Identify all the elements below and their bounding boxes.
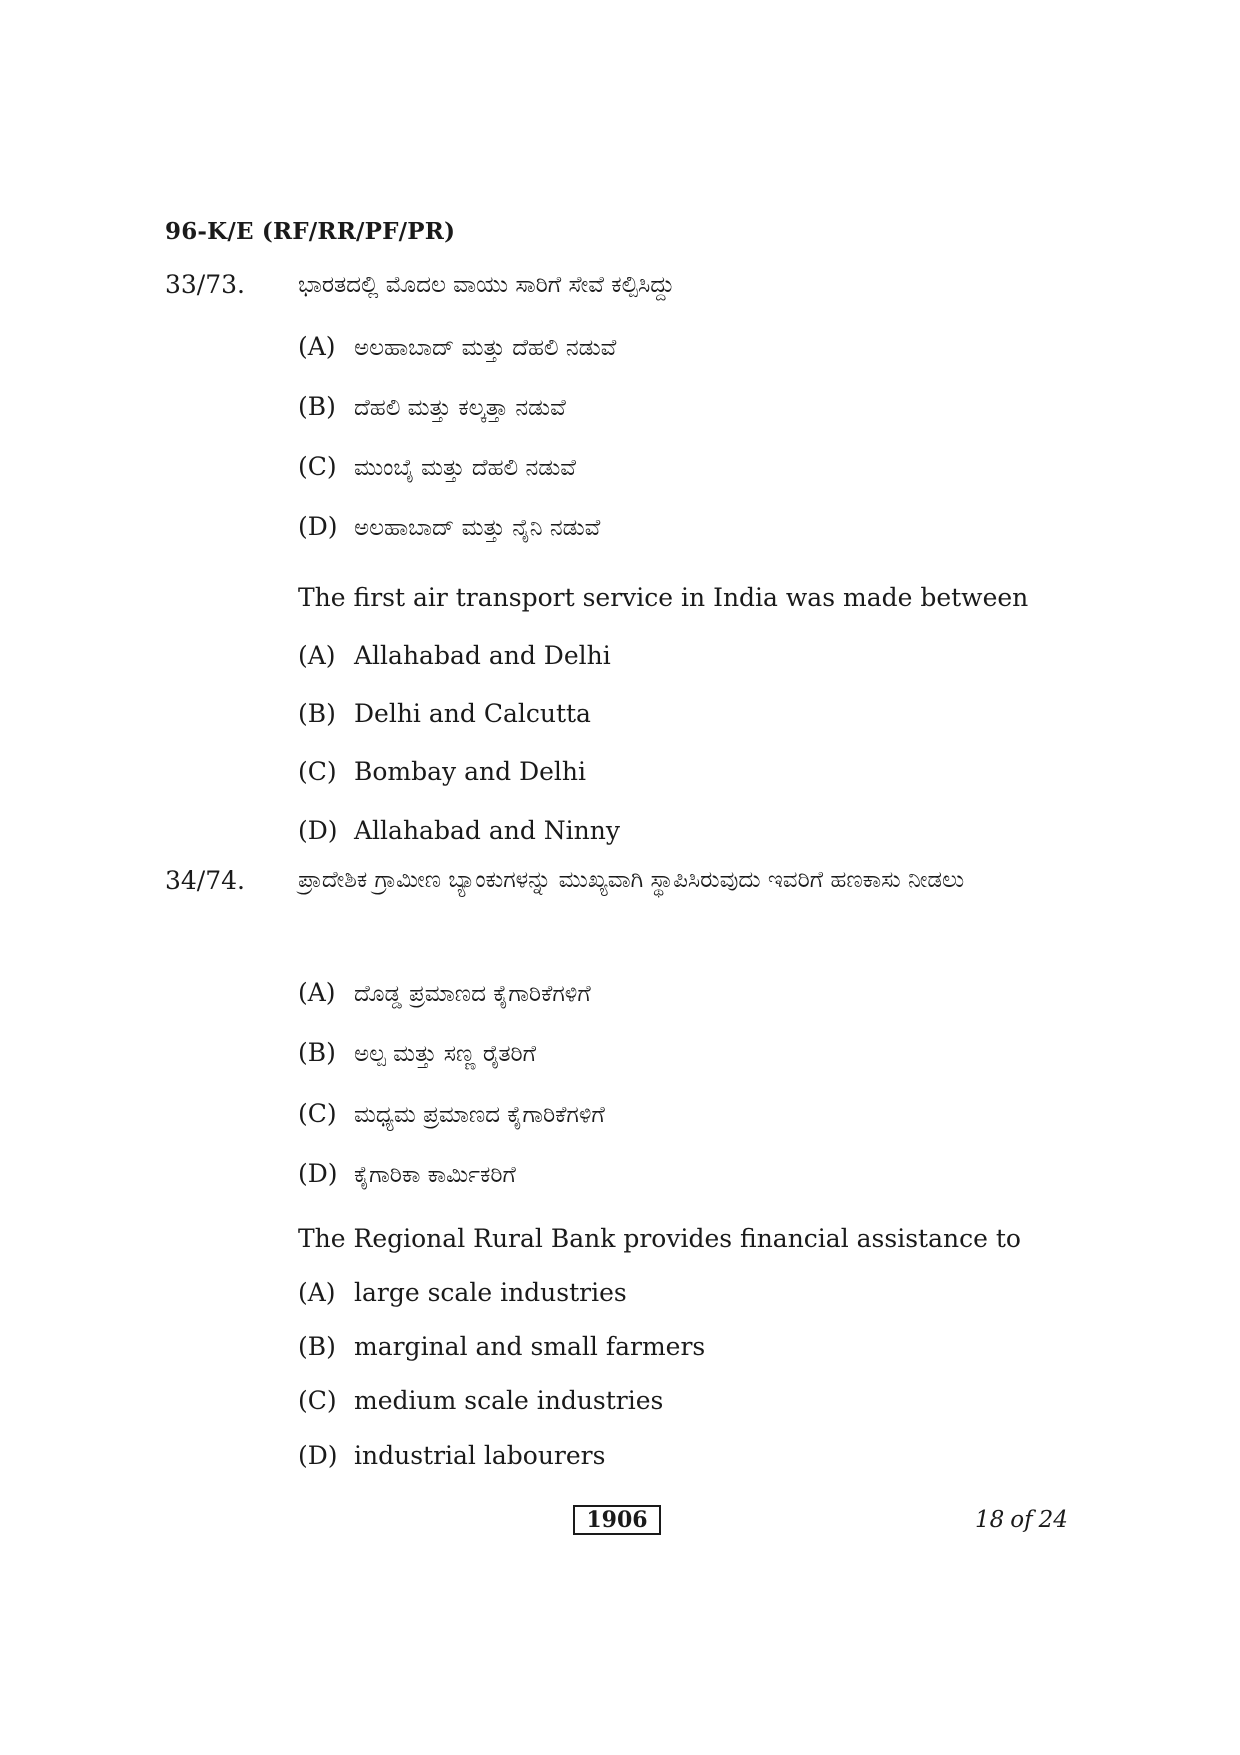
option-label: (C) [298,1386,337,1415]
option-english-a [298,641,611,670]
option-text: ಕೈಗಾರಿಕಾ ಕಾರ್ಮಿಕರಿಗೆ [354,1162,516,1188]
option-english-b [298,1332,705,1361]
option-text: ಮುಂಬೈ ಮತ್ತು ದೆಹಲಿ ನಡುವೆ [354,455,576,481]
option-kannada-d [298,1159,516,1188]
question-text-english: The first air transport service in India was made between [298,583,1029,612]
page-indicator [975,1507,1074,1533]
option-english-a [298,1278,627,1307]
option-label: (D) [298,512,338,541]
page-of: of [1010,1507,1033,1533]
option-kannada-b [298,392,566,421]
option-label: (A) [298,641,336,670]
option-text: marginal and small farmers [354,1332,706,1361]
option-text: ಮಧ್ಯಮ ಪ್ರಮಾಣದ ಕೈಗಾರಿಕೆಗಳಿಗೆ [354,1102,605,1128]
document-header: 96-K/E (RF/RR/PF/PR) [165,218,456,245]
option-label: (C) [298,1099,337,1128]
question-number: 34/74. [165,866,245,895]
option-label: (B) [298,392,336,421]
option-text: ಅಲ್ಪ ಮತ್ತು ಸಣ್ಣ ರೈತರಿಗೆ [354,1041,537,1067]
option-text: medium scale industries [354,1386,664,1415]
option-english-c [298,1386,663,1415]
option-kannada-a [298,978,591,1007]
option-label: (B) [298,1332,336,1361]
option-label: (D) [298,1159,338,1188]
question-number: 33/73. [165,270,245,299]
option-label: (C) [298,757,337,786]
option-kannada-b [298,1038,536,1067]
question-text-kannada: ಭಾರತದಲ್ಲಿ ಮೊದಲ ವಾಯು ಸಾರಿಗೆ ಸೇವೆ ಕಲ್ಪಿಸಿದ್ದು [298,272,675,298]
option-text: ಅಲಹಾಬಾದ್ ಮತ್ತು ದೆಹಲಿ ನಡುವೆ [354,335,617,361]
option-kannada-c [298,1099,605,1128]
option-text: ಅಲಹಾಬಾದ್ ಮತ್ತು ನೈನಿ ನಡುವೆ [354,515,601,541]
option-kannada-c [298,452,576,481]
option-label: (D) [298,816,338,845]
question-text-kannada: ಪ್ರಾದೇಶಿಕ ಗ್ರಾಮೀಣ ಬ್ಯಾಂಕುಗಳನ್ನು ಮುಖ್ಯವಾಗಿ ಸ್ಥಾಪಿಸಿರುವುದು ಇವರಿಗೆ ಹಣಕಾಸು ನೀಡಲು [298,867,965,893]
option-english-c [298,757,586,786]
option-kannada-a [298,332,616,361]
question-text-english: The Regional Rural Bank provides financial assistance to [298,1224,1021,1253]
option-label: (B) [298,699,336,728]
page-number: 18 [975,1507,1005,1533]
option-text: ದೆಹಲಿ ಮತ್ತು ಕಲ್ಕತ್ತಾ ನಡುವೆ [354,395,566,421]
option-label: (B) [298,1038,336,1067]
option-text: Delhi and Calcutta [354,699,591,728]
option-label: (A) [298,1278,336,1307]
option-kannada-d [298,512,600,541]
booklet-code: 1906 [573,1505,661,1535]
option-text: industrial labourers [354,1441,606,1470]
option-text: ದೊಡ್ಡ ಪ್ರಮಾಣದ ಕೈಗಾರಿಕೆಗಳಿಗೆ [354,981,591,1007]
option-label: (A) [298,332,336,361]
option-text: large scale industries [354,1278,627,1307]
option-text: Bombay and Delhi [354,757,586,786]
option-text: Allahabad and Ninny [354,816,620,845]
page-total: 24 [1038,1507,1068,1533]
option-label: (C) [298,452,337,481]
option-english-b [298,699,591,728]
option-english-d [298,816,620,845]
option-english-d [298,1441,605,1470]
option-text: Allahabad and Delhi [354,641,611,670]
option-label: (A) [298,978,336,1007]
option-label: (D) [298,1441,338,1470]
